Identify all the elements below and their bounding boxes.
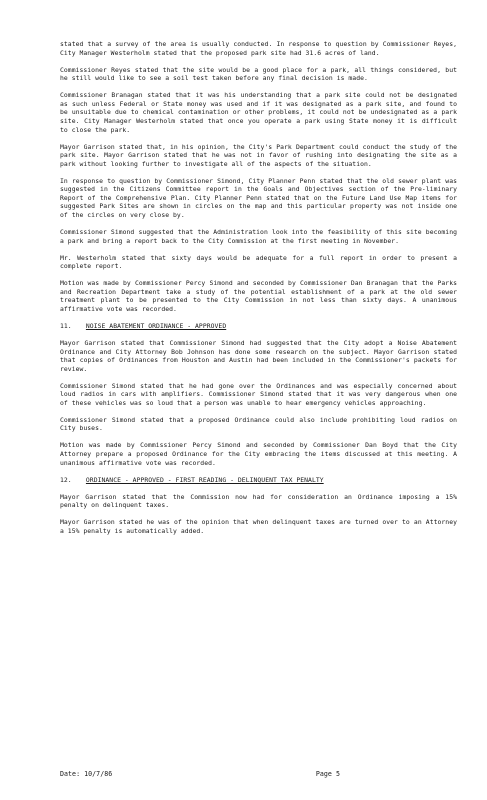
paragraph: Commissioner Simond stated that a proposed Ordinance could also include prohibiting loud radios on City buses.: [60, 415, 457, 433]
paragraph: Commissioner Simond suggested that the Administration look into the feasibility of this site becoming a park and bring a report back to the City Commission at the first meeting in November.: [60, 228, 457, 245]
footer-page-number: Page 5: [315, 770, 340, 778]
page-footer: [60, 770, 340, 779]
paragraph: stated that a survey of the area is usually conducted. In response to question by Commissioner Reyes, City Manager Westerholm stated that the proposed park site had 31.6 acres of land.: [60, 40, 457, 57]
paragraph: Motion was made by Commissioner Percy Simond and seconded by Commissioner Dan Branagan that the Parks and Recreation Department take a study of the potential establishment of a park at the old sewer treatment plant to be presented to the City Commission in not less than sixty days. A unanimous affirmative vote was recorded.: [60, 279, 457, 313]
paragraph: Mayor Garrison stated that, in his opinion, the City's Park Department could conduct the study of the park site. Mayor Garrison stated that he was not in favor of rushing into designating the site as a park without looking further to investigate all of the aspects of the situation.: [60, 142, 457, 168]
paragraph: Commissioner Branagan stated that it was his understanding that a park site could not be designated as such unless Federal or State money was used and if it was designated as a park site, and found to be unsuitable due to chemical contamination or other problems, it could not be undesignated as a park site. City Manager Westerholm stated that once you operate a park using State money it is difficult to close the park.: [60, 91, 457, 134]
section-title: ORDINANCE - APPROVED - FIRST READING - DELINQUENT TAX PENALTY: [85, 475, 324, 484]
paragraph: Mr. Westerholm stated that sixty days would be adequate for a full report in order to present a complete report.: [60, 253, 457, 271]
footer-date: Date: 10/7/86: [60, 770, 113, 778]
paragraph: Mayor Garrison stated that Commissioner Simond had suggested that the City adopt a Noise Abatement Ordinance and City Attorney Bob Johnson has done some research on the subject. Mayor Garrison stated that copies of Ordinances from Houston and Austin had been included in the Commissioner's packets for review.: [60, 338, 457, 373]
paragraph: Mayor Garrison stated that the Commission now had for consideration an Ordinance imposing a 15% penalty on delinquent taxes.: [60, 492, 457, 510]
section-heading-noise-abatement: [60, 322, 457, 331]
paragraph: Mayor Garrison stated he was of the opinion that when delinquent taxes are turned over to an Attorney a 15% penalty is automatically added.: [60, 518, 457, 535]
paragraph: Commissioner Reyes stated that the site would be a good place for a park, all things considered, but he still would like to see a soil test taken before any final decision is made.: [60, 65, 457, 83]
section-number: 11.: [60, 321, 72, 330]
paragraph: In response to question by Commissioner Simond, City Planner Penn stated that the old sewer plant was suggested in the Citizens Committee report in the Goals and Objectives section of the Pre-liminary Report of the Comprehensive Plan. City Planner Penn stated that on the Future Land Use Map items for suggested Park Sites are shown in circles on the map and this particular property was not inside one of the circles on very close by.: [60, 176, 457, 220]
paragraph: Commissioner Simond stated that he had gone over the Ordinances and was especially concerned about loud radios in cars with amplifiers. Commissioner Simond stated that it was very dangerous when one of these vehicles was so loud that a person was unable to hear emergency vehicles approaching.: [60, 381, 457, 407]
section-heading-delinquent-tax: [60, 476, 457, 485]
section-title: NOISE ABATEMENT ORDINANCE - APPROVED: [85, 321, 227, 330]
section-number: 12.: [60, 475, 72, 484]
paragraph: Motion was made by Commissioner Percy Simond and seconded by Commissioner Dan Boyd that the City Attorney prepare a proposed Ordinance for the City embracing the items discussed at this meeting. A unanimous affirmative vote was recorded.: [60, 441, 457, 467]
